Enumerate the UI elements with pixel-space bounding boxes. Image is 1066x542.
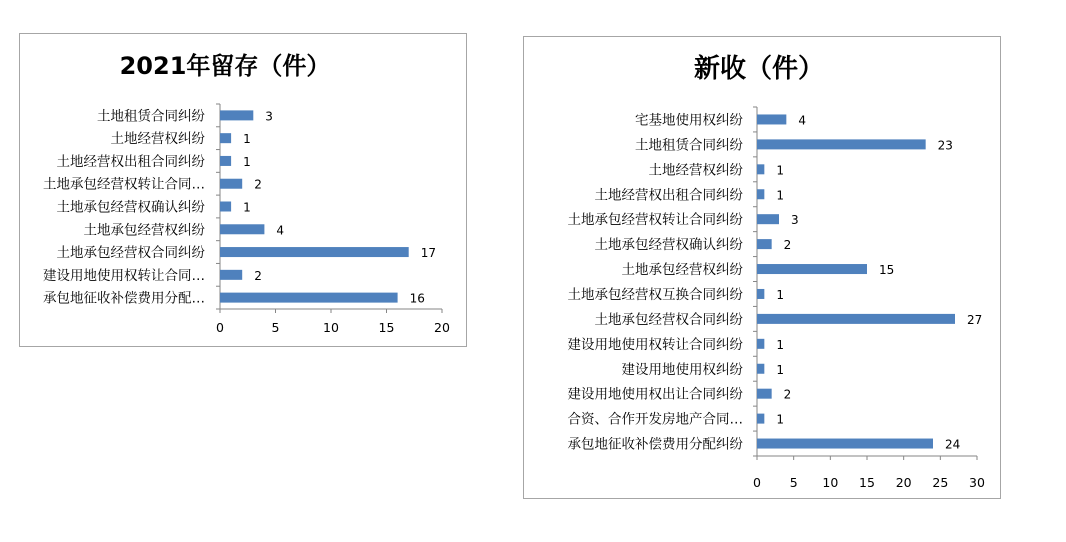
chart-left-category-label: 土地经营权出租合同纠纷 — [56, 153, 205, 170]
chart-left-category-label: 土地经营权纠纷 — [110, 131, 205, 148]
chart-right-category-label: 建设用地使用权纠纷 — [621, 361, 743, 378]
chart-right-category-label: 土地承包经营权确认纠纷 — [594, 237, 743, 254]
chart-right-bar — [757, 239, 772, 249]
chart-left-bar — [220, 110, 253, 120]
chart-right-category-label: 土地经营权出租合同纠纷 — [594, 187, 743, 204]
chart-right-x-tick-label: 5 — [789, 475, 798, 490]
chart-right-data-label: 23 — [937, 138, 953, 153]
chart-left-data-label: 4 — [276, 223, 285, 238]
chart-right-x-tick-label: 30 — [969, 475, 985, 490]
chart-right-x-tick-label: 10 — [822, 475, 839, 490]
chart-right-bar — [757, 339, 764, 349]
chart-left-category-label: 建设用地使用权转让合同… — [43, 267, 205, 284]
chart-right-x-tick-label: 15 — [859, 475, 875, 490]
chart-right-category-label: 土地承包经营权转让合同纠纷 — [567, 212, 743, 229]
chart-right-x-tick-label: 25 — [932, 475, 949, 490]
chart-right-data-label: 24 — [945, 437, 961, 452]
chart-left-title: 2021年留存（件） — [119, 52, 331, 80]
chart-left-bar — [220, 247, 409, 257]
chart-left-bar — [220, 156, 231, 166]
chart-left-data-label: 1 — [243, 200, 251, 215]
chart-right-bar — [757, 114, 786, 124]
chart-left-bar — [220, 202, 231, 212]
chart-right-bar — [757, 364, 764, 374]
chart-right-data-label: 1 — [776, 163, 784, 178]
chart-right-data-label: 4 — [798, 113, 806, 128]
chart-right-data-label: 1 — [776, 362, 784, 377]
chart-left-data-label: 1 — [243, 132, 251, 147]
chart-right-bar — [757, 439, 933, 449]
chart-right-data-label: 15 — [879, 263, 895, 278]
chart-left-category-label: 土地承包经营权转让合同… — [43, 176, 205, 193]
chart-right-category-label: 宅基地使用权纠纷 — [635, 112, 743, 129]
chart-left-data-label: 2 — [254, 177, 262, 192]
chart-left-data-label: 17 — [420, 246, 436, 261]
chart-right-bar — [757, 189, 764, 199]
chart-right-title: 新收（件） — [693, 54, 825, 84]
chart-left-category-label: 土地承包经营权确认纠纷 — [56, 199, 205, 216]
chart-left-category-label: 承包地征收补偿费用分配… — [43, 290, 205, 307]
chart-left-bar — [220, 133, 231, 143]
chart-left-data-label: 16 — [409, 291, 425, 306]
chart-left-x-tick-label: 5 — [271, 320, 280, 335]
chart-right-data-label: 2 — [783, 238, 792, 253]
chart-right-bar — [757, 389, 772, 399]
chart-right-data-label: 1 — [776, 337, 784, 352]
chart-right-category-label: 土地租赁合同纠纷 — [635, 137, 743, 154]
chart-left-svg — [20, 34, 468, 348]
chart-right-bar — [757, 314, 955, 324]
chart-left-x-tick-label: 0 — [216, 320, 224, 335]
chart-right-category-label: 建设用地使用权转让合同纠纷 — [567, 336, 743, 353]
chart-left-data-label: 2 — [254, 268, 262, 283]
chart-right-data-label: 3 — [791, 213, 799, 228]
chart-right-category-label: 土地承包经营权纠纷 — [621, 262, 743, 279]
chart-right-data-label: 27 — [967, 312, 983, 327]
chart-left-data-label: 3 — [265, 109, 273, 124]
chart-right-x-tick-label: 0 — [753, 475, 761, 490]
chart-left — [19, 33, 467, 347]
chart-right — [523, 36, 1001, 499]
chart-right-category-label: 土地承包经营权互换合同纠纷 — [567, 286, 743, 303]
chart-right-bar — [757, 289, 764, 299]
chart-left-data-label: 1 — [243, 154, 251, 169]
chart-left-category-label: 土地租赁合同纠纷 — [97, 108, 205, 125]
chart-right-bar — [757, 139, 926, 149]
chart-right-data-label: 2 — [783, 387, 792, 402]
chart-right-category-label: 土地经营权纠纷 — [648, 162, 743, 179]
chart-right-bar — [757, 214, 779, 224]
chart-left-bar — [220, 270, 242, 280]
chart-right-bar — [757, 164, 764, 174]
chart-left-bar — [220, 179, 242, 189]
chart-right-bar — [757, 264, 867, 274]
chart-right-data-label: 1 — [776, 188, 784, 203]
chart-left-x-tick-label: 15 — [378, 320, 395, 335]
chart-right-bar — [757, 414, 764, 424]
chart-right-category-label: 土地承包经营权合同纠纷 — [594, 311, 743, 328]
chart-left-bar — [220, 293, 398, 303]
chart-left-category-label: 土地承包经营权合同纠纷 — [56, 245, 205, 262]
chart-right-category-label: 合资、合作开发房地产合同… — [567, 411, 743, 428]
chart-right-x-tick-label: 20 — [895, 475, 912, 490]
chart-left-x-tick-label: 10 — [323, 320, 339, 335]
chart-right-data-label: 1 — [776, 412, 784, 427]
chart-right-category-label: 建设用地使用权出让合同纠纷 — [567, 386, 743, 403]
chart-right-data-label: 1 — [776, 287, 784, 302]
chart-left-x-tick-label: 20 — [434, 320, 450, 335]
chart-right-category-label: 承包地征收补偿费用分配纠纷 — [567, 436, 743, 453]
chart-right-svg — [524, 37, 1002, 500]
chart-left-category-label: 土地承包经营权纠纷 — [83, 222, 205, 239]
chart-left-bar — [220, 224, 264, 234]
